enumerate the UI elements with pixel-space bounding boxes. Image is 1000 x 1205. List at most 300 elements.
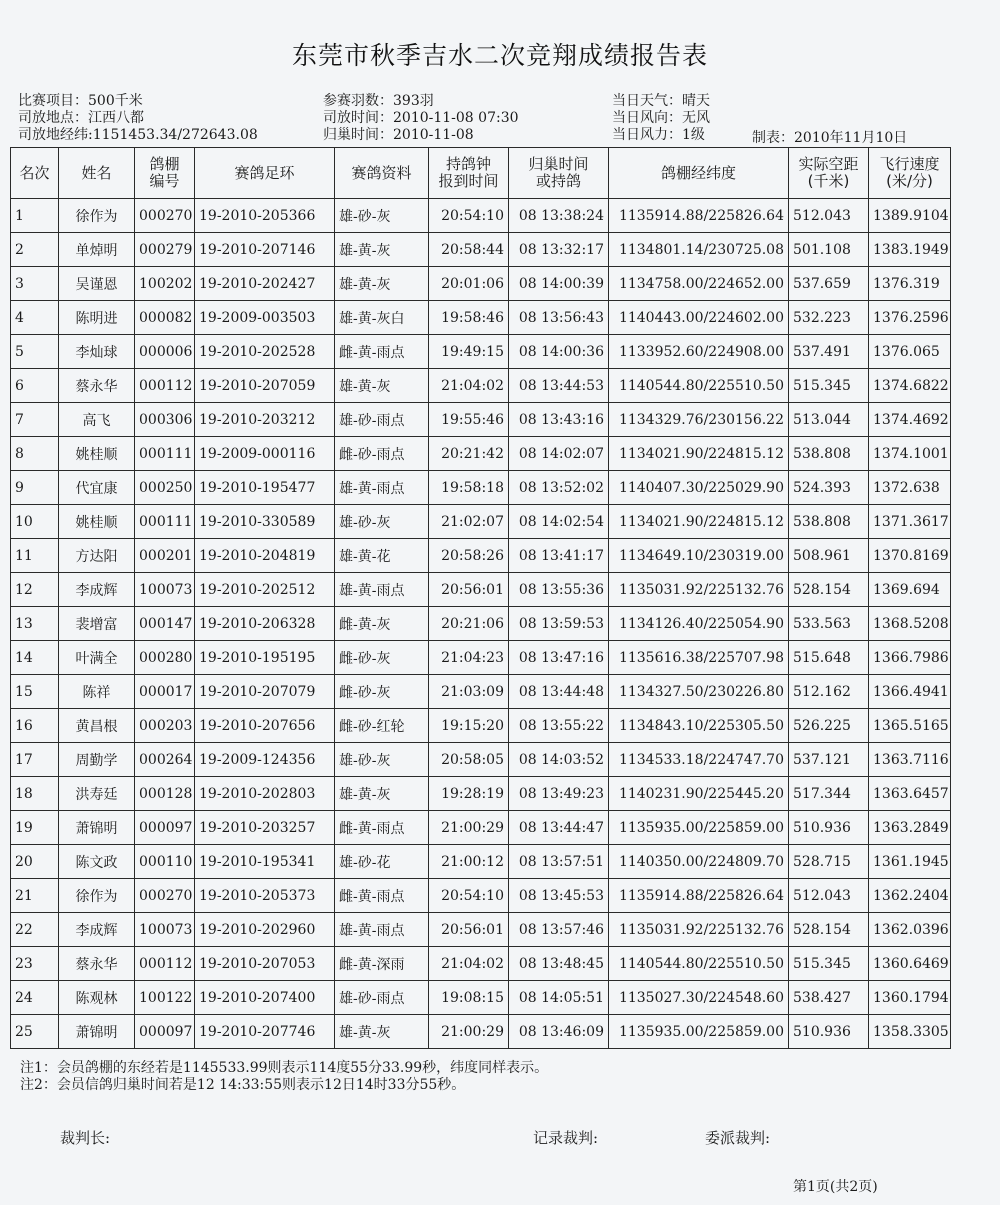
cell-clock-time: 20:58:05 — [429, 743, 509, 777]
cell-loft-no: 000110 — [135, 845, 195, 879]
table-row — [11, 675, 951, 709]
table-row — [11, 437, 951, 471]
cell-name: 叶满全 — [59, 641, 135, 675]
cell-clock-time: 19:28:19 — [429, 777, 509, 811]
cell-name: 姚桂顺 — [59, 437, 135, 471]
cell-speed: 1376.065 — [869, 335, 951, 369]
cell-loft-no: 000006 — [135, 335, 195, 369]
cell-return-time: 08 14:02:54 — [509, 505, 609, 539]
cell-bird-info: 雌-黄-雨点 — [335, 335, 429, 369]
release-location: 司放地点：江西八都 — [18, 110, 144, 126]
cell-rank: 21 — [11, 879, 59, 913]
cell-return-time: 08 13:56:43 — [509, 301, 609, 335]
cell-loft-coordinates: 1134533.18/224747.70 — [609, 743, 789, 777]
cell-ring-no: 19-2010-202803 — [195, 777, 335, 811]
cell-loft-coordinates: 1140544.80/225510.50 — [609, 947, 789, 981]
table-row — [11, 199, 951, 233]
cell-rank: 25 — [11, 1015, 59, 1049]
cell-clock-time: 20:58:26 — [429, 539, 509, 573]
cell-ring-no: 19-2010-202960 — [195, 913, 335, 947]
delegated-judge-label: 委派裁判: — [705, 1129, 771, 1147]
cell-speed: 1362.2404 — [869, 879, 951, 913]
header-ring-no: 赛鸽足环 — [195, 148, 335, 199]
cell-loft-no: 000147 — [135, 607, 195, 641]
cell-loft-no: 100073 — [135, 913, 195, 947]
cell-name: 蔡永华 — [59, 369, 135, 403]
cell-bird-info: 雄-砂-花 — [335, 845, 429, 879]
cell-speed: 1363.6457 — [869, 777, 951, 811]
cell-bird-info: 雄-砂-灰 — [335, 505, 429, 539]
header-return-time: 归巢时间 或持鸽 — [509, 148, 609, 199]
cell-ring-no: 19-2010-202528 — [195, 335, 335, 369]
cell-rank: 14 — [11, 641, 59, 675]
cell-loft-coordinates: 1134021.90/224815.12 — [609, 505, 789, 539]
cell-rank: 13 — [11, 607, 59, 641]
cell-name: 黄昌根 — [59, 709, 135, 743]
cell-rank: 18 — [11, 777, 59, 811]
cell-name: 陈观林 — [59, 981, 135, 1015]
entry-count: 参赛羽数：393羽 — [323, 93, 434, 109]
cell-loft-no: 000270 — [135, 879, 195, 913]
cell-return-time: 08 13:45:53 — [509, 879, 609, 913]
cell-clock-time: 21:00:29 — [429, 1015, 509, 1049]
cell-loft-no: 000280 — [135, 641, 195, 675]
race-info-middle — [323, 93, 519, 144]
cell-loft-no: 000250 — [135, 471, 195, 505]
cell-name: 代宜康 — [59, 471, 135, 505]
header-speed: 飞行速度 (米/分) — [869, 148, 951, 199]
cell-name: 李灿球 — [59, 335, 135, 369]
cell-bird-info: 雄-黄-灰 — [335, 369, 429, 403]
header-loft-no: 鸽棚 编号 — [135, 148, 195, 199]
cell-bird-info: 雄-黄-灰白 — [335, 301, 429, 335]
table-row — [11, 403, 951, 437]
cell-distance: 510.936 — [789, 811, 869, 845]
table-row — [11, 777, 951, 811]
cell-name: 李成辉 — [59, 573, 135, 607]
cell-name: 陈文政 — [59, 845, 135, 879]
cell-rank: 17 — [11, 743, 59, 777]
cell-clock-time: 21:00:12 — [429, 845, 509, 879]
cell-clock-time: 20:54:10 — [429, 199, 509, 233]
cell-speed: 1372.638 — [869, 471, 951, 505]
cell-clock-time: 21:04:02 — [429, 947, 509, 981]
cell-clock-time: 20:54:10 — [429, 879, 509, 913]
cell-speed: 1363.2849 — [869, 811, 951, 845]
cell-clock-time: 21:04:02 — [429, 369, 509, 403]
cell-bird-info: 雌-砂-红轮 — [335, 709, 429, 743]
cell-speed: 1368.5208 — [869, 607, 951, 641]
cell-loft-coordinates: 1135914.88/225826.64 — [609, 879, 789, 913]
cell-bird-info: 雌-黄-雨点 — [335, 879, 429, 913]
cell-rank: 10 — [11, 505, 59, 539]
cell-ring-no: 19-2010-207400 — [195, 981, 335, 1015]
cell-clock-time: 20:56:01 — [429, 913, 509, 947]
cell-return-time: 08 13:46:09 — [509, 1015, 609, 1049]
cell-clock-time: 19:08:15 — [429, 981, 509, 1015]
cell-loft-coordinates: 1140443.00/224602.00 — [609, 301, 789, 335]
cell-clock-time: 20:01:06 — [429, 267, 509, 301]
cell-clock-time: 21:04:23 — [429, 641, 509, 675]
cell-loft-coordinates: 1134843.10/225305.50 — [609, 709, 789, 743]
cell-ring-no: 19-2010-195477 — [195, 471, 335, 505]
cell-bird-info: 雄-砂-灰 — [335, 743, 429, 777]
cell-bird-info: 雌-黄-深雨 — [335, 947, 429, 981]
cell-loft-coordinates: 1135031.92/225132.76 — [609, 573, 789, 607]
cell-loft-no: 000111 — [135, 437, 195, 471]
weather: 当日天气：晴天 — [612, 93, 710, 109]
cell-clock-time: 19:58:46 — [429, 301, 509, 335]
cell-distance: 528.154 — [789, 913, 869, 947]
cell-return-time: 08 13:55:22 — [509, 709, 609, 743]
cell-speed: 1363.7116 — [869, 743, 951, 777]
table-header-row — [11, 148, 951, 199]
cell-loft-no: 000112 — [135, 947, 195, 981]
cell-loft-no: 000082 — [135, 301, 195, 335]
cell-ring-no: 19-2010-204819 — [195, 539, 335, 573]
cell-speed: 1383.1949 — [869, 233, 951, 267]
cell-rank: 2 — [11, 233, 59, 267]
cell-return-time: 08 13:44:53 — [509, 369, 609, 403]
cell-loft-no: 100073 — [135, 573, 195, 607]
cell-ring-no: 19-2010-330589 — [195, 505, 335, 539]
cell-distance: 537.659 — [789, 267, 869, 301]
cell-speed: 1370.8169 — [869, 539, 951, 573]
cell-bird-info: 雄-砂-雨点 — [335, 981, 429, 1015]
cell-bird-info: 雄-黄-灰 — [335, 267, 429, 301]
prepared-date: 制表：2010年11月10日 — [752, 130, 908, 146]
cell-distance: 532.223 — [789, 301, 869, 335]
cell-return-time: 08 13:38:24 — [509, 199, 609, 233]
cell-ring-no: 19-2010-205373 — [195, 879, 335, 913]
cell-rank: 8 — [11, 437, 59, 471]
cell-ring-no: 19-2010-207146 — [195, 233, 335, 267]
cell-name: 高飞 — [59, 403, 135, 437]
cell-return-time: 08 13:57:46 — [509, 913, 609, 947]
table-row — [11, 709, 951, 743]
cell-loft-coordinates: 1135027.30/224548.60 — [609, 981, 789, 1015]
cell-ring-no: 19-2010-206328 — [195, 607, 335, 641]
cell-loft-coordinates: 1140407.30/225029.90 — [609, 471, 789, 505]
cell-speed: 1358.3305 — [869, 1015, 951, 1049]
cell-return-time: 08 13:47:16 — [509, 641, 609, 675]
recording-judge-label: 记录裁判: — [533, 1129, 599, 1147]
table-row — [11, 913, 951, 947]
cell-ring-no: 19-2010-207079 — [195, 675, 335, 709]
cell-return-time: 08 13:49:23 — [509, 777, 609, 811]
cell-rank: 9 — [11, 471, 59, 505]
cell-bird-info: 雌-砂-灰 — [335, 641, 429, 675]
header-loft-coordinates: 鸽棚经纬度 — [609, 148, 789, 199]
return-date: 归巢时间：2010-11-08 — [323, 127, 474, 143]
cell-rank: 5 — [11, 335, 59, 369]
cell-name: 吴谨恩 — [59, 267, 135, 301]
cell-loft-no: 000270 — [135, 199, 195, 233]
cell-clock-time: 19:15:20 — [429, 709, 509, 743]
table-row — [11, 471, 951, 505]
cell-loft-coordinates: 1135616.38/225707.98 — [609, 641, 789, 675]
cell-loft-coordinates: 1134126.40/225054.90 — [609, 607, 789, 641]
cell-name: 李成辉 — [59, 913, 135, 947]
cell-clock-time: 19:58:18 — [429, 471, 509, 505]
cell-return-time: 08 13:59:53 — [509, 607, 609, 641]
cell-speed: 1360.1794 — [869, 981, 951, 1015]
cell-ring-no: 19-2009-124356 — [195, 743, 335, 777]
cell-loft-no: 000097 — [135, 1015, 195, 1049]
cell-speed: 1376.319 — [869, 267, 951, 301]
cell-loft-no: 000306 — [135, 403, 195, 437]
cell-return-time: 08 14:05:51 — [509, 981, 609, 1015]
cell-distance: 528.715 — [789, 845, 869, 879]
table-row — [11, 505, 951, 539]
cell-return-time: 08 13:48:45 — [509, 947, 609, 981]
cell-distance: 501.108 — [789, 233, 869, 267]
cell-distance: 512.043 — [789, 879, 869, 913]
table-row — [11, 743, 951, 777]
table-row — [11, 641, 951, 675]
cell-speed: 1374.4692 — [869, 403, 951, 437]
release-time: 司放时间：2010-11-08 07:30 — [323, 110, 519, 126]
cell-distance: 538.808 — [789, 505, 869, 539]
cell-name: 单焯明 — [59, 233, 135, 267]
cell-bird-info: 雄-黄-雨点 — [335, 471, 429, 505]
cell-clock-time: 21:03:09 — [429, 675, 509, 709]
cell-loft-no: 100122 — [135, 981, 195, 1015]
cell-bird-info: 雄-砂-雨点 — [335, 403, 429, 437]
cell-clock-time: 20:21:42 — [429, 437, 509, 471]
cell-loft-no: 000111 — [135, 505, 195, 539]
table-row — [11, 573, 951, 607]
table-row — [11, 607, 951, 641]
cell-bird-info: 雄-黄-灰 — [335, 777, 429, 811]
cell-speed: 1365.5165 — [869, 709, 951, 743]
page-number: 第1页(共2页) — [793, 1179, 878, 1195]
cell-name: 姚桂顺 — [59, 505, 135, 539]
cell-loft-coordinates: 1134021.90/224815.12 — [609, 437, 789, 471]
cell-ring-no: 19-2010-195341 — [195, 845, 335, 879]
cell-name: 陈祥 — [59, 675, 135, 709]
cell-rank: 1 — [11, 199, 59, 233]
cell-rank: 3 — [11, 267, 59, 301]
cell-rank: 7 — [11, 403, 59, 437]
cell-loft-no: 000201 — [135, 539, 195, 573]
cell-bird-info: 雄-黄-雨点 — [335, 913, 429, 947]
table-row — [11, 845, 951, 879]
cell-speed: 1376.2596 — [869, 301, 951, 335]
cell-rank: 22 — [11, 913, 59, 947]
cell-loft-coordinates: 1140544.80/225510.50 — [609, 369, 789, 403]
table-row — [11, 539, 951, 573]
cell-loft-coordinates: 1134758.00/224652.00 — [609, 267, 789, 301]
header-distance: 实际空距 (千米) — [789, 148, 869, 199]
table-row — [11, 233, 951, 267]
wind-force: 当日风力：1级 — [612, 127, 705, 143]
cell-speed: 1360.6469 — [869, 947, 951, 981]
cell-ring-no: 19-2009-003503 — [195, 301, 335, 335]
cell-loft-coordinates: 1135935.00/225859.00 — [609, 811, 789, 845]
cell-speed: 1371.3617 — [869, 505, 951, 539]
cell-ring-no: 19-2010-195195 — [195, 641, 335, 675]
cell-clock-time: 21:02:07 — [429, 505, 509, 539]
race-info-right — [612, 93, 710, 144]
header-clock-time: 持鸽钟 报到时间 — [429, 148, 509, 199]
cell-loft-no: 000264 — [135, 743, 195, 777]
cell-loft-coordinates: 1134801.14/230725.08 — [609, 233, 789, 267]
cell-name: 徐作为 — [59, 199, 135, 233]
cell-name: 蔡永华 — [59, 947, 135, 981]
cell-clock-time: 21:00:29 — [429, 811, 509, 845]
cell-bird-info: 雄-黄-花 — [335, 539, 429, 573]
cell-loft-coordinates: 1135914.88/225826.64 — [609, 199, 789, 233]
cell-return-time: 08 13:57:51 — [509, 845, 609, 879]
cell-loft-coordinates: 1134327.50/230226.80 — [609, 675, 789, 709]
cell-loft-no: 000112 — [135, 369, 195, 403]
cell-ring-no: 19-2010-202427 — [195, 267, 335, 301]
header-bird-info: 赛鸽资料 — [335, 148, 429, 199]
cell-loft-coordinates: 1134329.76/230156.22 — [609, 403, 789, 437]
table-row — [11, 267, 951, 301]
cell-speed: 1374.6822 — [869, 369, 951, 403]
results-table — [10, 147, 951, 1049]
cell-distance: 528.154 — [789, 573, 869, 607]
cell-distance: 517.344 — [789, 777, 869, 811]
cell-rank: 12 — [11, 573, 59, 607]
cell-bird-info: 雄-黄-雨点 — [335, 573, 429, 607]
cell-rank: 20 — [11, 845, 59, 879]
table-row — [11, 335, 951, 369]
cell-name: 方达阳 — [59, 539, 135, 573]
table-row — [11, 981, 951, 1015]
cell-bird-info: 雌-砂-雨点 — [335, 437, 429, 471]
cell-distance: 526.225 — [789, 709, 869, 743]
cell-return-time: 08 13:32:17 — [509, 233, 609, 267]
cell-bird-info: 雌-黄-雨点 — [335, 811, 429, 845]
cell-distance: 513.044 — [789, 403, 869, 437]
cell-ring-no: 19-2010-207656 — [195, 709, 335, 743]
cell-distance: 537.491 — [789, 335, 869, 369]
cell-loft-no: 000203 — [135, 709, 195, 743]
cell-loft-coordinates: 1140350.00/224809.70 — [609, 845, 789, 879]
cell-return-time: 08 14:00:39 — [509, 267, 609, 301]
cell-distance: 537.121 — [789, 743, 869, 777]
cell-bird-info: 雄-黄-灰 — [335, 233, 429, 267]
cell-rank: 23 — [11, 947, 59, 981]
cell-distance: 515.648 — [789, 641, 869, 675]
cell-ring-no: 19-2010-203257 — [195, 811, 335, 845]
cell-loft-no: 000279 — [135, 233, 195, 267]
cell-ring-no: 19-2010-207746 — [195, 1015, 335, 1049]
cell-distance: 533.563 — [789, 607, 869, 641]
cell-loft-no: 100202 — [135, 267, 195, 301]
cell-loft-coordinates: 1135031.92/225132.76 — [609, 913, 789, 947]
cell-name: 徐作为 — [59, 879, 135, 913]
cell-rank: 4 — [11, 301, 59, 335]
table-row — [11, 947, 951, 981]
cell-return-time: 08 13:55:36 — [509, 573, 609, 607]
cell-name: 萧锦明 — [59, 811, 135, 845]
cell-return-time: 08 13:52:02 — [509, 471, 609, 505]
table-row — [11, 811, 951, 845]
cell-loft-coordinates: 1134649.10/230319.00 — [609, 539, 789, 573]
cell-speed: 1369.694 — [869, 573, 951, 607]
cell-ring-no: 19-2010-202512 — [195, 573, 335, 607]
cell-speed: 1366.7986 — [869, 641, 951, 675]
table-row — [11, 879, 951, 913]
cell-loft-coordinates: 1135935.00/225859.00 — [609, 1015, 789, 1049]
note-2: 注2：会员信鸽归巢时间若是12 14:33:55则表示12日14时33分55秒。 — [20, 1077, 466, 1093]
cell-name: 周勤学 — [59, 743, 135, 777]
cell-speed: 1389.9104 — [869, 199, 951, 233]
report-title: 东莞市秋季吉水二次竞翔成绩报告表 — [291, 41, 708, 70]
note-1: 注1：会员鸽棚的东经若是1145533.99则表示114度55分33.99秒，纬度同样表示。 — [20, 1060, 549, 1076]
table-row — [11, 301, 951, 335]
cell-ring-no: 19-2010-207059 — [195, 369, 335, 403]
cell-ring-no: 19-2010-203212 — [195, 403, 335, 437]
cell-rank: 11 — [11, 539, 59, 573]
cell-distance: 524.393 — [789, 471, 869, 505]
cell-return-time: 08 13:43:16 — [509, 403, 609, 437]
cell-loft-coordinates: 1140231.90/225445.20 — [609, 777, 789, 811]
cell-rank: 16 — [11, 709, 59, 743]
cell-bird-info: 雄-砂-灰 — [335, 199, 429, 233]
table-row — [11, 1015, 951, 1049]
cell-bird-info: 雌-砂-灰 — [335, 675, 429, 709]
cell-loft-no: 000128 — [135, 777, 195, 811]
cell-ring-no: 19-2009-000116 — [195, 437, 335, 471]
cell-name: 裴增富 — [59, 607, 135, 641]
header-rank: 名次 — [11, 148, 59, 199]
cell-ring-no: 19-2010-205366 — [195, 199, 335, 233]
cell-distance: 512.043 — [789, 199, 869, 233]
cell-clock-time: 20:21:06 — [429, 607, 509, 641]
cell-rank: 19 — [11, 811, 59, 845]
race-info-left — [18, 93, 258, 144]
table-body — [11, 199, 951, 1049]
cell-distance: 515.345 — [789, 947, 869, 981]
cell-loft-no: 000097 — [135, 811, 195, 845]
cell-return-time: 08 14:00:36 — [509, 335, 609, 369]
cell-rank: 6 — [11, 369, 59, 403]
cell-clock-time: 19:55:46 — [429, 403, 509, 437]
cell-clock-time: 19:49:15 — [429, 335, 509, 369]
cell-bird-info: 雄-黄-灰 — [335, 1015, 429, 1049]
cell-distance: 538.808 — [789, 437, 869, 471]
cell-speed: 1362.0396 — [869, 913, 951, 947]
cell-distance: 510.936 — [789, 1015, 869, 1049]
cell-name: 洪寿廷 — [59, 777, 135, 811]
cell-return-time: 08 14:02:07 — [509, 437, 609, 471]
cell-speed: 1374.1001 — [869, 437, 951, 471]
table-row — [11, 369, 951, 403]
cell-return-time: 08 13:44:48 — [509, 675, 609, 709]
cell-distance: 538.427 — [789, 981, 869, 1015]
cell-loft-no: 000017 — [135, 675, 195, 709]
cell-return-time: 08 14:03:52 — [509, 743, 609, 777]
release-coordinates: 司放地经纬:1151453.34/272643.08 — [18, 127, 258, 143]
race-distance: 比赛项目：500千米 — [18, 93, 143, 109]
cell-return-time: 08 13:44:47 — [509, 811, 609, 845]
wind-direction: 当日风向：无风 — [612, 110, 710, 126]
cell-rank: 15 — [11, 675, 59, 709]
cell-speed: 1366.4941 — [869, 675, 951, 709]
cell-speed: 1361.1945 — [869, 845, 951, 879]
cell-return-time: 08 13:41:17 — [509, 539, 609, 573]
cell-distance: 508.961 — [789, 539, 869, 573]
header-name: 姓名 — [59, 148, 135, 199]
cell-clock-time: 20:58:44 — [429, 233, 509, 267]
cell-bird-info: 雌-黄-灰 — [335, 607, 429, 641]
chief-judge-label: 裁判长: — [60, 1129, 111, 1147]
